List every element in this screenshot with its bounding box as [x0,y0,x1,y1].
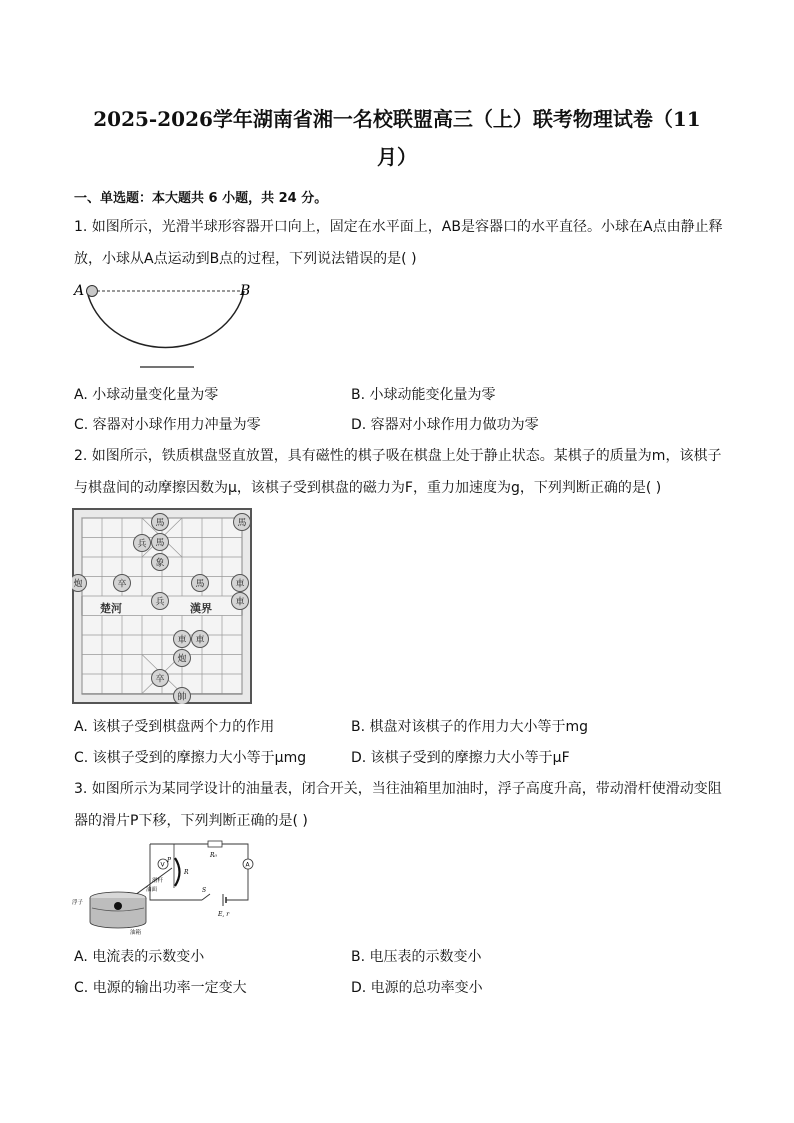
chess-piece-label: 馬 [195,579,205,590]
chess-piece-label: 象 [155,558,165,569]
q1-option-b: B. 小球动能变化量为零 [351,387,496,403]
chess-piece [234,514,251,531]
chess-piece [174,650,191,667]
chess-piece [232,575,249,592]
label-s: S [202,887,207,894]
label-oil-surface: 油面 [146,887,158,893]
label-emf: E, r [218,911,230,918]
question-2-text [74,440,724,504]
q3-option-b: B. 电压表的示数变小 [351,949,482,965]
label-float: 浮子 [72,900,84,906]
q1-option-c: C. 容器对小球作用力冲量为零 [74,417,261,433]
label-ammeter: A [245,861,250,869]
chess-piece-label: 車 [235,579,245,590]
q2-option-a: A. 该棋子受到棋盘两个力的作用 [74,719,275,735]
ball [87,286,98,297]
chess-piece-label: 車 [235,597,245,608]
label-a: A [74,283,85,299]
label-oil-tank: 油箱 [130,930,142,936]
q1-hemisphere-figure [72,280,262,372]
q2-option-b: B. 棋盘对该棋子的作用力大小等于mg [351,719,589,735]
river-left-text: 楚河 [100,602,122,615]
chess-piece [114,575,131,592]
q3-option-c: C. 电源的输出功率一定变大 [74,980,247,996]
q3-oil-gauge-circuit [72,838,262,936]
circuit-wire-top [150,844,248,900]
rheostat-r [175,858,180,886]
title-line-1: 2025-2026学年湖南省湘一名校联盟高三（上）联考物理试卷（11 [93,107,701,131]
chess-piece [192,575,209,592]
q1-option-a: A. 小球动量变化量为零 [74,387,219,403]
q2-option-c: C. 该棋子受到的摩擦力大小等于μmg [74,750,307,766]
chess-piece-label: 車 [195,635,205,646]
chess-piece-label: 卒 [117,579,127,590]
resistor-r0 [208,841,222,847]
q3-option-d: D. 电源的总功率变小 [351,980,483,996]
question-1-text [74,211,724,275]
label-b: B [240,283,251,299]
circuit-wire-left [150,844,202,900]
label-voltmeter: V [160,861,165,869]
q3-option-a: A. 电流表的示数变小 [74,949,205,965]
label-r0: R₀ [210,852,217,859]
chess-piece [152,534,169,551]
chess-piece [152,670,169,687]
chess-piece-label: 炮 [177,654,187,665]
q1-option-d: D. 容器对小球作用力做功为零 [351,417,539,433]
label-r: R [184,869,189,876]
chess-piece [134,535,151,552]
chess-piece [232,593,249,610]
q2-line-1: 2. 如图所示，铁质棋盘竖直放置，具有磁性的棋子吸在棋盘上处于静止状态。某棋子的质量为m，该棋子 [74,448,722,464]
q1-line-1: 1. 如图所示，光滑半球形容器开口向上，固定在水平面上，AB是容器口的水平直径。小球在A点由静止释 [74,219,723,235]
chess-piece [152,554,169,571]
chess-piece-label: 馬 [155,538,165,549]
q1-line-2: 放，小球从A点运动到B点的过程，下列说法错误的是( ) [74,251,417,267]
switch-s [202,894,210,900]
exam-title [60,100,734,176]
float-ball [114,902,122,910]
q3-line-2: 器的滑片P下移，下列判断正确的是( ) [74,813,308,829]
q3-line-1: 3. 如图所示为某同学设计的油量表，闭合开关，当往油箱里加油时，浮子高度升高，带动滑杆使滑动变阻 [74,781,722,797]
chess-board-figure [72,508,252,704]
chess-piece [192,631,209,648]
q2-option-d: D. 该棋子受到的摩擦力大小等于μF [351,750,570,766]
section-header: 一、单选题：本大题共 6 小题，共 24 分。 [74,191,328,206]
q2-line-2: 与棋盘间的动摩擦因数为μ，该棋子受到棋盘的磁力为F，重力加速度为g，下列判断正确的是( ) [74,480,662,496]
chess-piece-label: 卒 [155,674,165,685]
chess-piece [152,593,169,610]
chess-piece [72,575,87,592]
hemisphere-container [87,291,244,348]
label-p: P [167,857,172,864]
question-3-text [74,773,724,837]
chess-piece [174,688,191,705]
chess-piece-label: 兵 [155,597,165,608]
chess-piece-label: 車 [177,635,187,646]
chess-piece-label: 炮 [73,579,83,590]
chess-piece [174,631,191,648]
chess-piece-label: 馬 [155,518,165,529]
title-line-2: 月） [377,145,417,169]
chess-piece [152,514,169,531]
river-right-text: 漢界 [190,602,212,615]
chess-piece-label: 帥 [177,692,187,703]
chess-piece-label: 兵 [137,539,147,550]
label-slider-rod: 滑杆 [152,878,164,884]
chess-piece-label: 馬 [237,518,247,529]
